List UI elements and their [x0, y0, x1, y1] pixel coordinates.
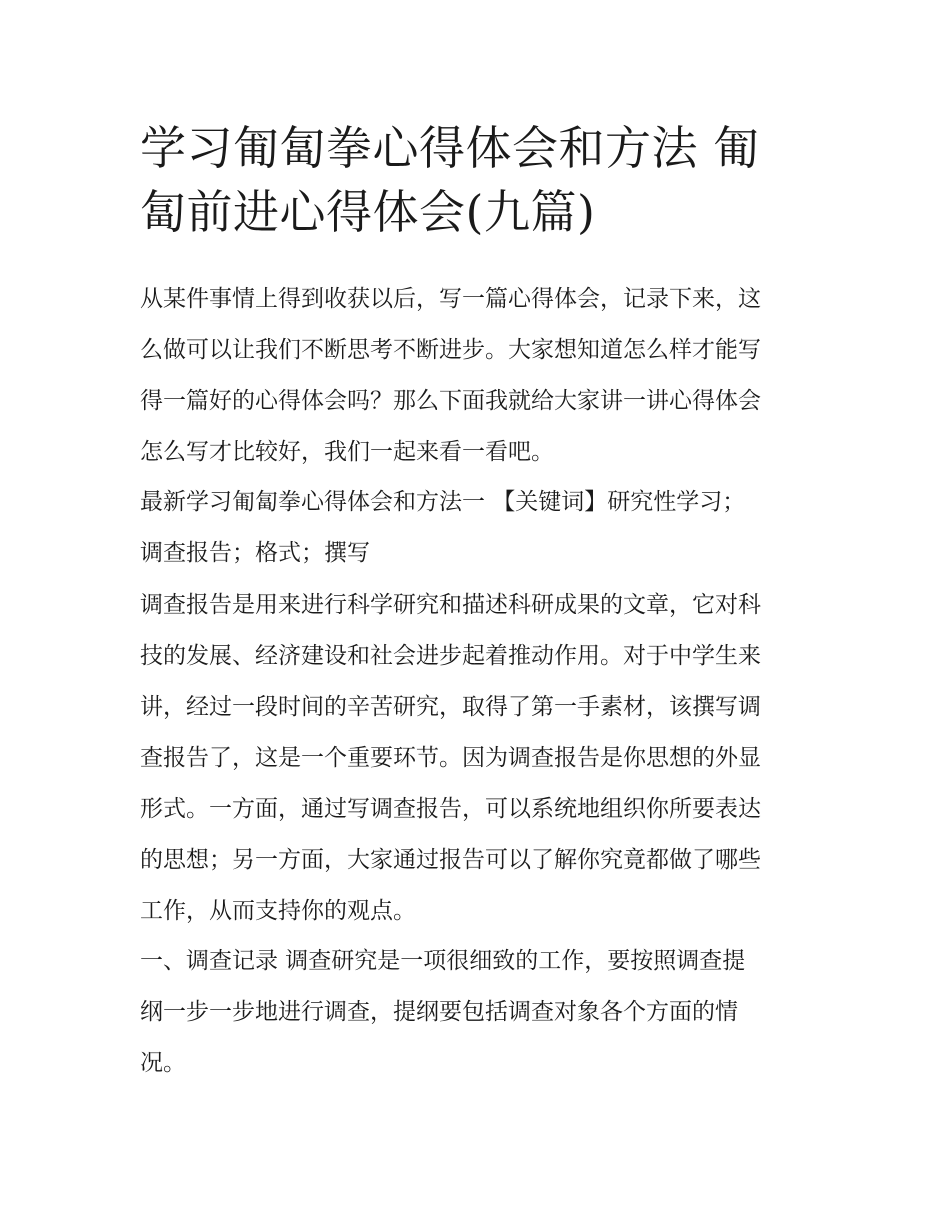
report-paragraph: [140, 580, 812, 937]
intro-paragraph: [140, 274, 812, 478]
keywords-paragraph: [140, 477, 812, 579]
text-line: 得一篇好的心得体会吗？那么下面我就给大家讲一讲心得体会: [140, 388, 761, 414]
text-line: 况。: [140, 1050, 186, 1076]
text-line: 形式。一方面，通过写调查报告，可以系统地组织你所要表达: [140, 796, 761, 822]
text-line: 怎么写才比较好，我们一起来看一看吧。: [140, 439, 554, 465]
survey-record-paragraph: [140, 936, 812, 1089]
text-line: 从某件事情上得到收获以后，写一篇心得体会，记录下来，这: [140, 286, 761, 312]
text-line: 调查报告；格式；撰写: [140, 540, 370, 566]
title-line: 学习匍匐拳心得体会和方法 匍: [140, 121, 760, 175]
document-title: [140, 116, 810, 244]
text-line: 工作，从而支持你的观点。: [140, 898, 416, 924]
title-line: 匐前进心得体会(九篇): [140, 185, 596, 239]
text-line: 的思想；另一方面，大家通过报告可以了解你究竟都做了哪些: [140, 847, 761, 873]
text-line: 查报告了，这是一个重要环节。因为调查报告是你思想的外显: [140, 745, 761, 771]
text-line: 最新学习匍匐拳心得体会和方法一 【关键词】研究性学习；: [140, 489, 746, 515]
text-line: 讲，经过一段时间的辛苦研究，取得了第一手素材，该撰写调: [140, 694, 761, 720]
text-line: 调查报告是用来进行科学研究和描述科研成果的文章，它对科: [140, 592, 761, 618]
text-line: 纲一步一步地进行调查，提纲要包括调查对象各个方面的情: [140, 999, 738, 1025]
text-line: 技的发展、经济建设和社会进步起着推动作用。对于中学生来: [140, 643, 761, 669]
text-line: 一、调查记录 调查研究是一项很细致的工作，要按照调查提: [140, 948, 746, 974]
text-line: 么做可以让我们不断思考不断进步。大家想知道怎么样才能写: [140, 337, 761, 363]
